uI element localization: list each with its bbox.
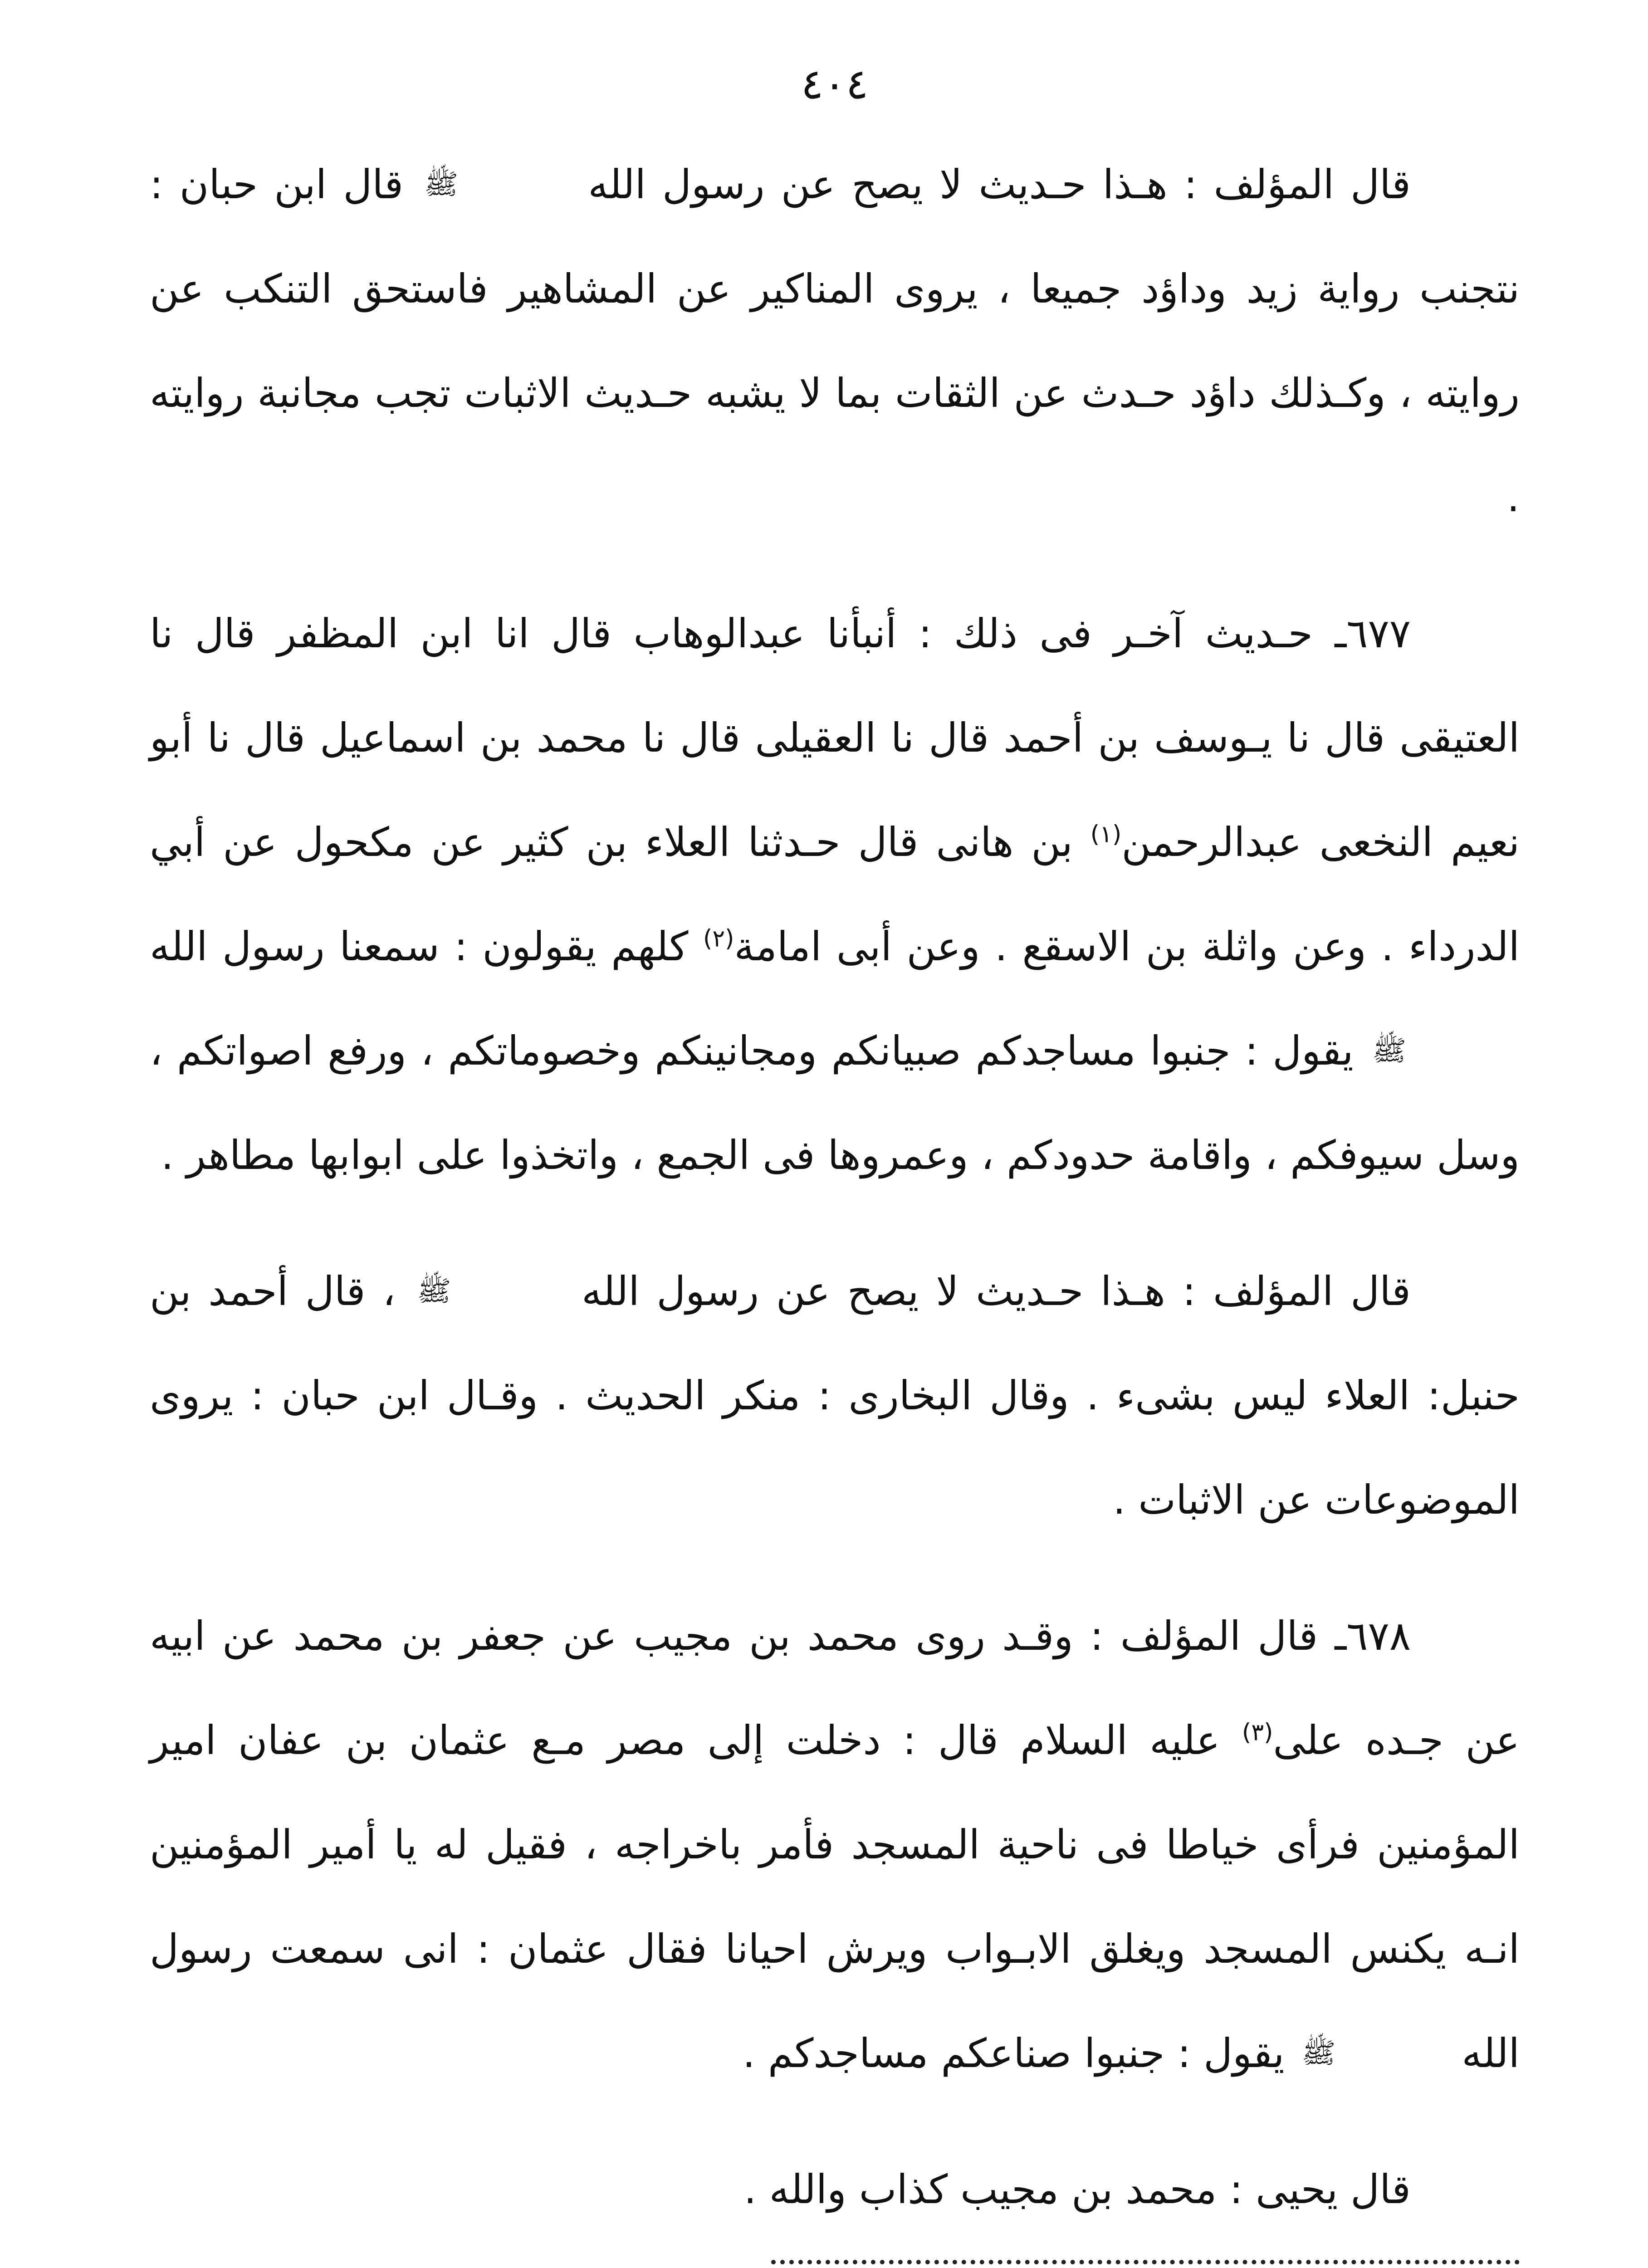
paragraph-hadith-678 (150, 1584, 1520, 2106)
paragraph-text: قال المؤلف : هـذا حـديث لا يصح عن رسول الله (582, 1268, 1411, 1315)
paragraph-author-comment-1 (150, 132, 1520, 550)
paragraph-text: يقول : جنبوا صناعكم مساجدكم . (742, 2030, 1285, 2077)
paragraph-yahya-comment (150, 2137, 1520, 2242)
paragraph-text: ٦٧٨ـ قال المؤلف : وقـد روى محمد بن مجيب عن جعفر بن محمد عن ابيه عن جـده على (150, 1613, 1520, 1764)
footnote-ref-3[interactable]: (٣) (1242, 1719, 1273, 1746)
paragraph-text: ٦٧٧ـ حـديث آخـر فى ذلك : أنبأنا عبدالوهاب قال انا ابن المظفر قال نا العتيقى قال نا يـوسف بن أحمد قال نا العقيلى قال نا محمد بن اسماعيل قال نا أبو نعيم النخعى عبدالرحمن (150, 610, 1520, 865)
salutation-symbol: ﷺ (424, 167, 459, 200)
paragraph-text: قال المؤلف : هـذا حـديث لا يصح عن رسول الله (588, 161, 1411, 208)
paragraph-gap (150, 1552, 1520, 1584)
paragraph-text: قال ابن حبان : نتجنب رواية زيد وداؤد جميعا ، يروى المناكير عن المشاهير فاستحق التنكب عن روايته ، وكـذلك داؤد حـدث عن الثقات بما لا يشبه حـديث الاثبات تجب مجانبة روايته . (150, 161, 1520, 521)
paragraph-hadith-677 (150, 582, 1520, 1207)
paragraph-text: عليه السلام قال : دخلت إلى مصر مـع عثمان بن عفان امير المؤمنين فرأى خياطا فى ناحية المسجد فأمر باخراجه ، فقيل له يا أمير المؤمنين انـه يكنس المسجد ويغلق الابـواب ويرش احيانا فقال عثمان : انى سمعت رسول الله (150, 1717, 1520, 2077)
paragraph-gap (150, 1207, 1520, 1239)
salutation-symbol: ﷺ (1372, 1034, 1406, 1067)
footnote-ref-2[interactable]: (٢) (703, 925, 734, 953)
book-page (150, 54, 1520, 2268)
paragraph-text: بن هانى قال حـدثنا العلاء بن كثير عن مكحول عن أبي الدرداء . وعن واثلة بن الاسقع . وعن أبى امامة (150, 819, 1520, 970)
salutation-symbol: ﷺ (417, 1274, 451, 1307)
paragraph-text: قال يحيى : محمد بن مجيب كذاب والله . (743, 2166, 1411, 2213)
paragraph-gap (150, 2106, 1520, 2137)
paragraph-gap (150, 550, 1520, 582)
paragraph-text: يقول : جنبوا مساجدكم صبيانكم ومجانينكم وخصوماتكم ، ورفع اصواتكم ، وسل سيوفكم ، واقامة حدودكم ، وعمروها فى الجمع ، واتخذوا على ابوابها مطاهر . (150, 1027, 1520, 1178)
footnote-ref-1[interactable]: (١) (1090, 821, 1122, 848)
page-number: ٤٠٤ (801, 60, 869, 108)
salutation-symbol: ﷺ (1301, 2036, 1336, 2069)
paragraph-text: كلهم يقولون : سمعنا رسول الله (150, 923, 689, 970)
footnote-separator (771, 2260, 1520, 2264)
paragraph-author-comment-2 (150, 1239, 1520, 1552)
paragraph-text: ، قال أحمد بن حنبل: العلاء ليس بشىء . وقال البخارى : منكر الحديث . وقـال ابن حبان : يروى الموضوعات عن الاثبات . (150, 1268, 1520, 1523)
main-text (150, 132, 1520, 2242)
